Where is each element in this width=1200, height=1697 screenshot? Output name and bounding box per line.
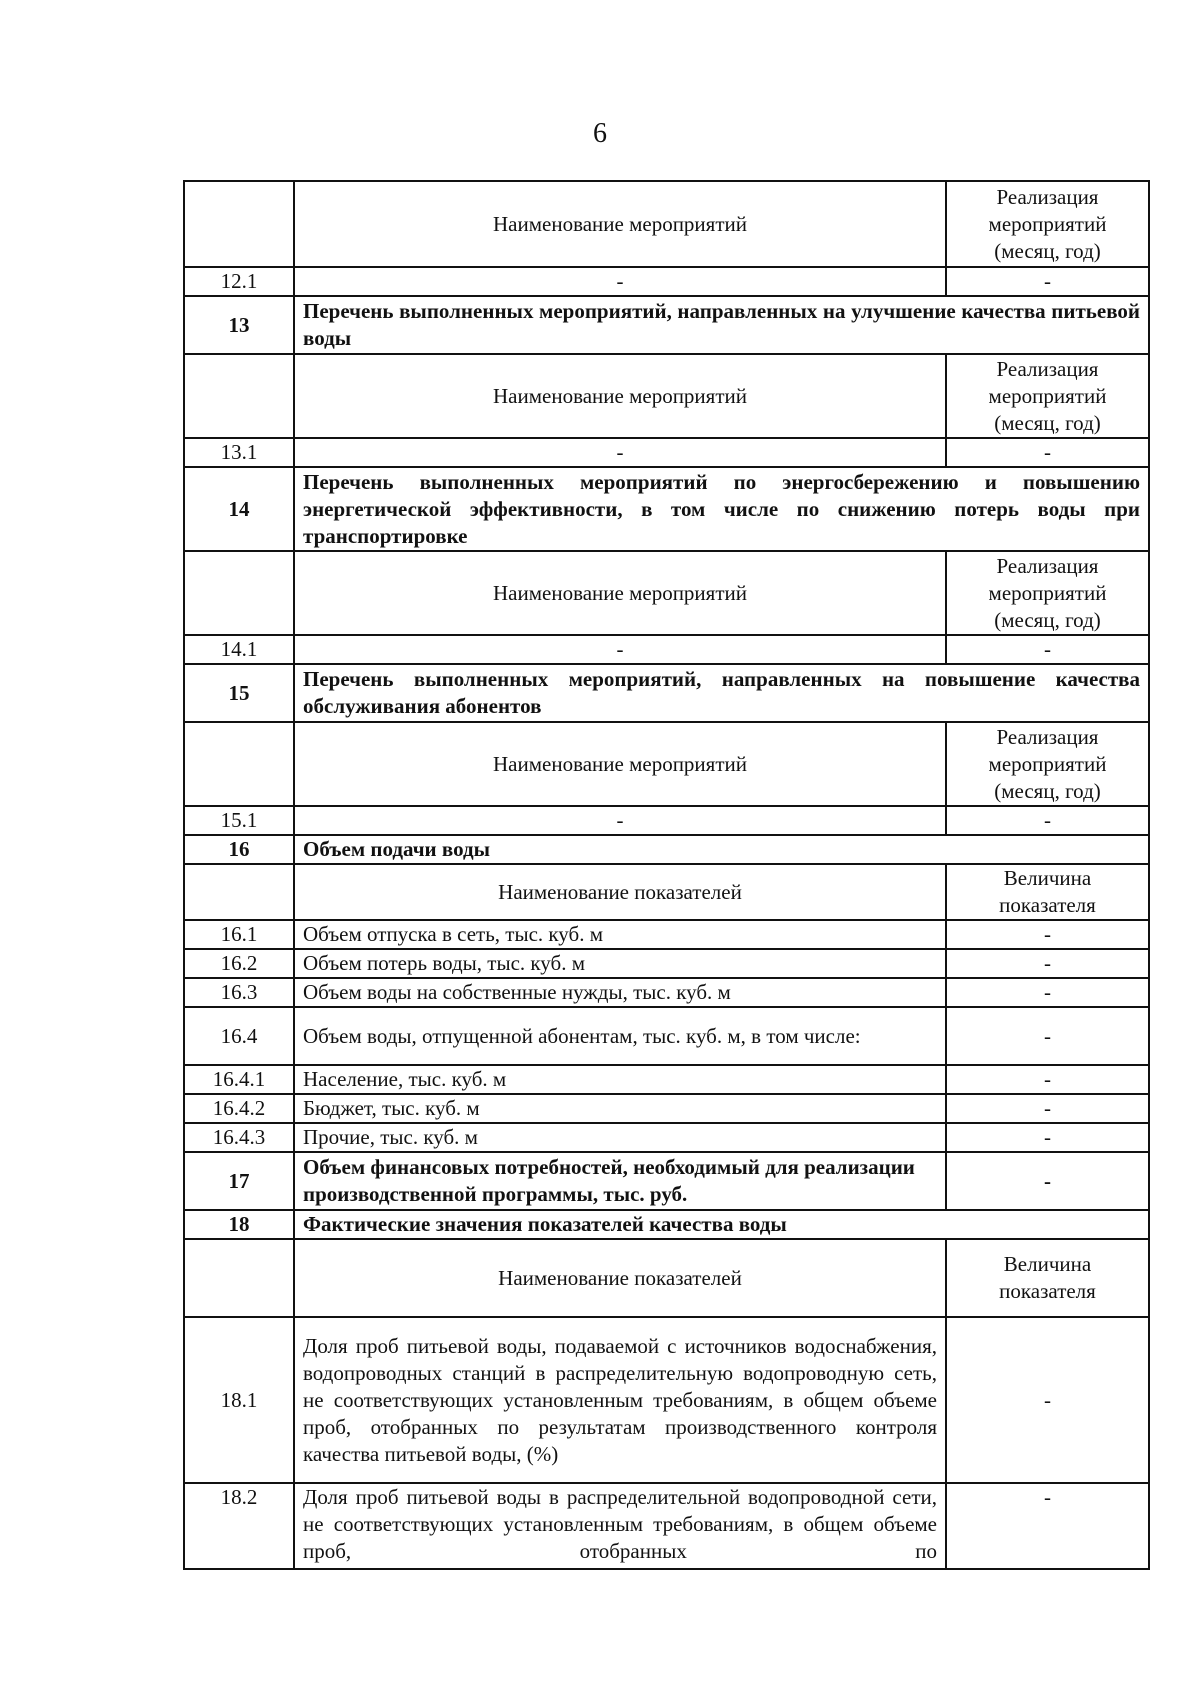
value-cell: -: [946, 1317, 1149, 1483]
row-number: 18.1: [184, 1317, 294, 1483]
num-cell: [184, 1239, 294, 1317]
value-cell: -: [946, 1483, 1149, 1569]
row-number: 16.4.2: [184, 1094, 294, 1123]
table-row: [184, 438, 1149, 467]
table-row: [184, 1317, 1149, 1483]
value-cell: -: [946, 267, 1149, 296]
value-cell: -: [946, 1123, 1149, 1152]
header-implementation: Реализация мероприятий (месяц, год): [946, 354, 1149, 438]
table-row: [184, 1007, 1149, 1065]
value-cell: -: [946, 1094, 1149, 1123]
table-row: [184, 296, 1149, 354]
page-number: 6: [593, 118, 607, 149]
header-event-name: Наименование мероприятий: [294, 722, 946, 806]
header-indicator-name: Наименование показателей: [294, 1239, 946, 1317]
row-number: 16.2: [184, 949, 294, 978]
table-row: [184, 1065, 1149, 1094]
table-row: [184, 835, 1149, 864]
section-title: Объем финансовых потребностей, необходимый для реализации производственной программы, тыс. руб.: [294, 1152, 946, 1210]
header-implementation: Реализация мероприятий (месяц, год): [946, 181, 1149, 267]
header-event-name: Наименование мероприятий: [294, 551, 946, 635]
row-number: 14.1: [184, 635, 294, 664]
value-cell: -: [946, 1152, 1149, 1210]
table-row: [184, 664, 1149, 722]
table-row: [184, 949, 1149, 978]
table-row: [184, 1094, 1149, 1123]
section-title: Фактические значения показателей качества воды: [294, 1210, 1149, 1239]
table-row: [184, 920, 1149, 949]
table-row: [184, 1239, 1149, 1317]
table-row: [184, 806, 1149, 835]
section-number: 13: [184, 296, 294, 354]
value-cell: -: [946, 1065, 1149, 1094]
header-indicator-name: Наименование показателей: [294, 864, 946, 920]
header-event-name: Наименование мероприятий: [294, 181, 946, 267]
indicator-name: Объем воды на собственные нужды, тыс. куб. м: [294, 978, 946, 1007]
row-number: 16.4: [184, 1007, 294, 1065]
section-title: Перечень выполненных мероприятий, направленных на повышение качества обслуживания абонентов: [294, 664, 1149, 722]
table-row: [184, 467, 1149, 551]
indicator-name: Бюджет, тыс. куб. м: [294, 1094, 946, 1123]
section-number: 14: [184, 467, 294, 551]
table-row: [184, 1152, 1149, 1210]
table-row: [184, 267, 1149, 296]
value-cell: -: [294, 635, 946, 664]
num-cell: [184, 354, 294, 438]
value-cell: -: [946, 920, 1149, 949]
row-number: 16.4.1: [184, 1065, 294, 1094]
report-table: [183, 180, 1150, 1570]
table-row: [184, 354, 1149, 438]
indicator-name: Объем воды, отпущенной абонентам, тыс. куб. м, в том числе:: [294, 1007, 946, 1065]
value-cell: -: [294, 438, 946, 467]
section-number: 15: [184, 664, 294, 722]
num-cell: [184, 181, 294, 267]
num-cell: [184, 864, 294, 920]
header-indicator-value: Величина показателя: [946, 1239, 1149, 1317]
section-number: 17: [184, 1152, 294, 1210]
row-number: 16.4.3: [184, 1123, 294, 1152]
header-event-name: Наименование мероприятий: [294, 354, 946, 438]
value-cell: -: [946, 438, 1149, 467]
value-cell: -: [294, 806, 946, 835]
table-row: [184, 1210, 1149, 1239]
value-cell: -: [946, 978, 1149, 1007]
indicator-name: Население, тыс. куб. м: [294, 1065, 946, 1094]
value-cell: -: [946, 949, 1149, 978]
row-number: 16.3: [184, 978, 294, 1007]
indicator-name: Доля проб питьевой воды, подаваемой с источников водоснабжения, водопроводных станций в распределительную водопроводную сеть, не соответствующих установленным требованиям, в общем объеме проб, отобранных по результатам производственного контроля качества питьевой воды, (%): [294, 1317, 946, 1483]
indicator-name: Объем потерь воды, тыс. куб. м: [294, 949, 946, 978]
row-number: 13.1: [184, 438, 294, 467]
section-title: Перечень выполненных мероприятий, направленных на улучшение качества питьевой воды: [294, 296, 1149, 354]
header-implementation: Реализация мероприятий (месяц, год): [946, 722, 1149, 806]
table-row: [184, 181, 1149, 267]
value-cell: -: [294, 267, 946, 296]
num-cell: [184, 722, 294, 806]
section-title: Объем подачи воды: [294, 835, 1149, 864]
table-row: [184, 1483, 1149, 1569]
table-row: [184, 978, 1149, 1007]
section-title: Перечень выполненных мероприятий по энергосбережению и повышению энергетической эффективности, в том числе по снижению потерь воды при транспортировке: [294, 467, 1149, 551]
indicator-name: Объем отпуска в сеть, тыс. куб. м: [294, 920, 946, 949]
indicator-name: Прочие, тыс. куб. м: [294, 1123, 946, 1152]
value-cell: -: [946, 635, 1149, 664]
table-row: [184, 551, 1149, 635]
row-number: 16.1: [184, 920, 294, 949]
indicator-name: Доля проб питьевой воды в распределительной водопроводной сети, не соответствующих установленным требованиям, в общем объеме проб, отобранных по: [294, 1483, 946, 1569]
row-number: 12.1: [184, 267, 294, 296]
section-number: 18: [184, 1210, 294, 1239]
num-cell: [184, 551, 294, 635]
header-indicator-value: Величина показателя: [946, 864, 1149, 920]
row-number: 15.1: [184, 806, 294, 835]
table-row: [184, 1123, 1149, 1152]
table-row: [184, 864, 1149, 920]
value-cell: -: [946, 1007, 1149, 1065]
row-number: 18.2: [184, 1483, 294, 1569]
value-cell: -: [946, 806, 1149, 835]
table-row: [184, 635, 1149, 664]
header-implementation: Реализация мероприятий (месяц, год): [946, 551, 1149, 635]
section-number: 16: [184, 835, 294, 864]
table-row: [184, 722, 1149, 806]
